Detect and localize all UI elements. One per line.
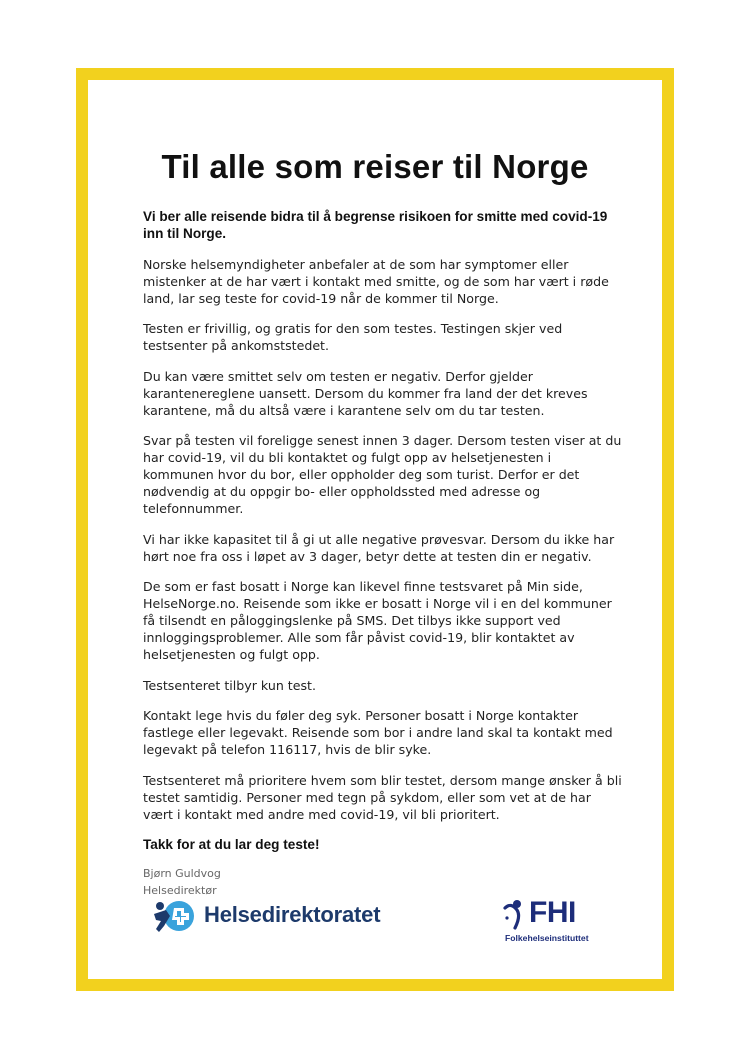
lead-paragraph: Vi ber alle reisende bidra til å begrense risikoen for smitte med covid-19 inn til Norge. (143, 209, 608, 241)
signature-title: Helsedirektør (143, 884, 217, 897)
document-body (143, 208, 623, 899)
body-paragraph: Kontakt lege hvis du føler deg syk. Personer bosatt i Norge kontakter fastlege eller legevakt. Reisende som bor i andre land skal ta kontakt med legevakt på telefon 116117, hvis de blir syke. (143, 708, 613, 757)
thanks-line: Takk for at du lar deg teste! (143, 837, 320, 852)
signature-name: Bjørn Guldvog (143, 867, 221, 880)
body-paragraph: De som er fast bosatt i Norge kan likevel finne testsvaret på Min side, HelseNorge.no. Reisende som ikke er bosatt i Norge vil i en del kommuner få tilsendt en påloggingslenke på SMS. Det tilbys ikke support ved innloggingsproblemer. Alle som får påvist covid-19, blir kontaktet av helsetjenesten og fulgt opp. (143, 579, 612, 662)
fhi-subtitle: Folkehelseinstituttet (505, 933, 589, 943)
helsedirektoratet-logo (150, 896, 410, 936)
body-paragraph: Testsenteret tilbyr kun test. (143, 677, 316, 693)
helsedirektoratet-logo-icon (150, 896, 200, 936)
body-paragraph: Du kan være smittet selv om testen er negativ. Derfor gjelder karantenereglene uansett. Dersom du kommer fra land der det kreves karantene, må du altså være i karantene selv om du tar testen. (143, 368, 588, 418)
body-paragraph: Norske helsemyndigheter anbefaler at de som har symptomer eller mistenker at de har vært i kontakt med smitte, og de som har vært i røde land, lar seg teste for covid-19 når de kommer til Norge. (143, 256, 609, 306)
fhi-logo-icon (503, 898, 531, 932)
fhi-wordmark: FHI (529, 896, 576, 929)
body-paragraph: Svar på testen vil foreligge senest innen 3 dager. Dersom testen viser at du har covid-19, vil du bli kontaktet og fulgt opp av helsetjenesten i kommunen hvor du bor, eller oppholder deg som turist. Derfor er det nødvendig at du oppgir bo- eller oppholdssted med adresse og telefonnummer. (143, 433, 622, 516)
body-paragraph: Testen er frivillig, og gratis for den som testes. Testingen skjer ved testsenter på ankomststedet. (143, 321, 563, 353)
fhi-logo (503, 896, 613, 946)
body-paragraph: Testsenteret må prioritere hvem som blir testet, dersom mange ønsker å bli testet samtidig. Personer med tegn på sykdom, eller som vet at de har vært i kontakt med andre med covid-19, vil bli prioritert. (143, 772, 622, 822)
helsedirektoratet-wordmark: Helsedirektoratet (204, 902, 381, 927)
body-paragraph: Vi har ikke kapasitet til å gi ut alle negative prøvesvar. Dersom du ikke har hørt noe fra oss i løpet av 3 dager, betyr dette at testen din er negativ. (143, 531, 615, 564)
page-title: Til alle som reiser til Norge (161, 148, 589, 185)
